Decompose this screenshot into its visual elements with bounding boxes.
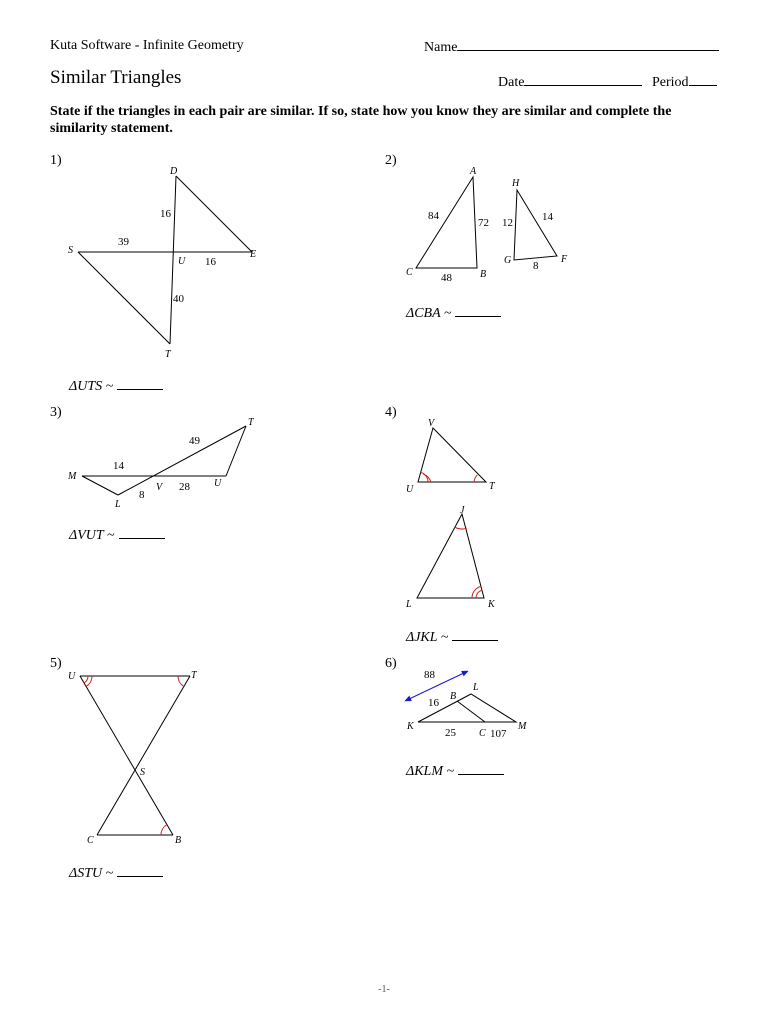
vertex-label-u: U [214, 478, 222, 489]
problem-6-number: 6) [385, 656, 397, 671]
segment-ub [80, 676, 173, 835]
angle-mark-b [161, 825, 167, 835]
instructions: State if the triangles in each pair are similar. If so, state how you know they are similar and complete the similarity statement. [50, 104, 672, 136]
segment-bc [457, 701, 485, 722]
angle-mark-u-inner [84, 676, 88, 683]
vertex-label-u: U [178, 256, 186, 267]
vertex-label-g: G [504, 255, 512, 266]
vertex-label-b: B [450, 691, 457, 702]
measure-arrow-kl [407, 672, 466, 700]
segment-ml [82, 476, 118, 495]
length-cm: 107 [490, 728, 507, 740]
problem-4-number: 4) [385, 405, 397, 420]
vertex-label-m: M [518, 721, 527, 732]
vertex-label-d: D [170, 166, 178, 177]
triangle-hgf [514, 190, 557, 260]
triangle-acb [416, 177, 477, 268]
vertex-label-e: E [250, 249, 257, 260]
vertex-label-c: C [479, 728, 486, 739]
vertex-label-c: C [406, 267, 413, 278]
vertex-label-j: J [460, 505, 465, 516]
length-mv: 14 [113, 460, 124, 472]
angle-mark-t [474, 475, 477, 482]
length-gf: 8 [533, 260, 539, 272]
segment-de [176, 176, 252, 252]
software-title: Kuta Software - Infinite Geometry [50, 38, 244, 53]
period-label: Period [651, 75, 689, 90]
vertex-label-s: S [68, 245, 73, 256]
vertex-label-u: U [68, 671, 76, 682]
page-title: Similar Triangles [50, 67, 182, 88]
length-ca: 84 [428, 210, 439, 222]
vertex-label-s: S [140, 767, 145, 778]
problem-3-number: 3) [50, 405, 62, 420]
statement-text: ΔKLM ~ [406, 764, 455, 779]
length-vu: 28 [179, 481, 190, 493]
length-ab: 72 [478, 217, 489, 229]
page-number: -1- [378, 984, 390, 995]
problem-1-diagram [78, 176, 252, 344]
angle-mark-j [455, 527, 467, 529]
length-gh: 12 [502, 217, 513, 229]
vertex-label-v: V [428, 418, 435, 429]
problem-1-number: 1) [50, 153, 62, 168]
segment-st [78, 252, 170, 344]
statement-text: ΔSTU ~ [69, 866, 114, 881]
segment-ut [226, 426, 246, 476]
length-ut: 40 [173, 293, 184, 305]
problem-4-diagram [417, 428, 486, 598]
angle-mark-k-inner [476, 590, 482, 598]
statement-text: ΔVUT ~ [69, 528, 115, 543]
length-hf: 14 [542, 211, 553, 223]
length-kc: 25 [445, 727, 456, 739]
angle-mark-u [421, 472, 428, 482]
problem-3-diagram [82, 426, 246, 495]
segment-tc [97, 676, 190, 835]
length-su: 39 [118, 236, 129, 248]
statement-text: ΔUTS ~ [69, 379, 114, 394]
name-label: Name [424, 40, 458, 55]
problem-5-number: 5) [50, 656, 62, 671]
angle-mark-k [472, 586, 481, 598]
vertex-label-a: A [470, 166, 477, 177]
vertex-label-c: C [87, 835, 94, 846]
vertex-label-b: B [480, 269, 487, 280]
angle-mark-u [86, 676, 92, 686]
length-vt: 49 [189, 435, 200, 447]
vertex-label-t: T [165, 349, 171, 360]
angle-mark-t [178, 676, 184, 686]
vertex-label-t: T [191, 670, 197, 681]
vertex-label-f: F [561, 254, 568, 265]
problem-5-diagram [80, 676, 190, 835]
segment-dt [170, 176, 176, 344]
length-kb: 16 [428, 697, 439, 709]
vertex-label-k: K [407, 721, 414, 732]
length-kl: 88 [424, 669, 435, 681]
vertex-label-u: U [406, 484, 414, 495]
vertex-label-b: B [175, 835, 182, 846]
vertex-label-v: V [156, 482, 163, 493]
vertex-label-h: H [512, 178, 520, 189]
problem-2-number: 2) [385, 153, 397, 168]
vertex-label-l: L [473, 682, 479, 693]
length-ue: 16 [205, 256, 216, 268]
triangle-vut [418, 428, 486, 482]
vertex-label-t: T [489, 481, 495, 492]
vertex-label-k: K [488, 599, 495, 610]
date-label: Date [498, 75, 525, 90]
triangle-jlk [417, 514, 484, 598]
length-du: 16 [160, 208, 171, 220]
vertex-label-l: L [406, 599, 412, 610]
problem-4-angle-marks [421, 472, 483, 598]
problem-5-angle-marks [84, 676, 184, 835]
length-cb: 48 [441, 272, 452, 284]
statement-text: ΔCBA ~ [406, 306, 452, 321]
vertex-label-l: L [115, 499, 121, 510]
length-lv: 8 [139, 489, 145, 501]
statement-text: ΔJKL ~ [406, 630, 449, 645]
vertex-label-m: M [68, 471, 77, 482]
vertex-label-t: T [248, 417, 254, 428]
